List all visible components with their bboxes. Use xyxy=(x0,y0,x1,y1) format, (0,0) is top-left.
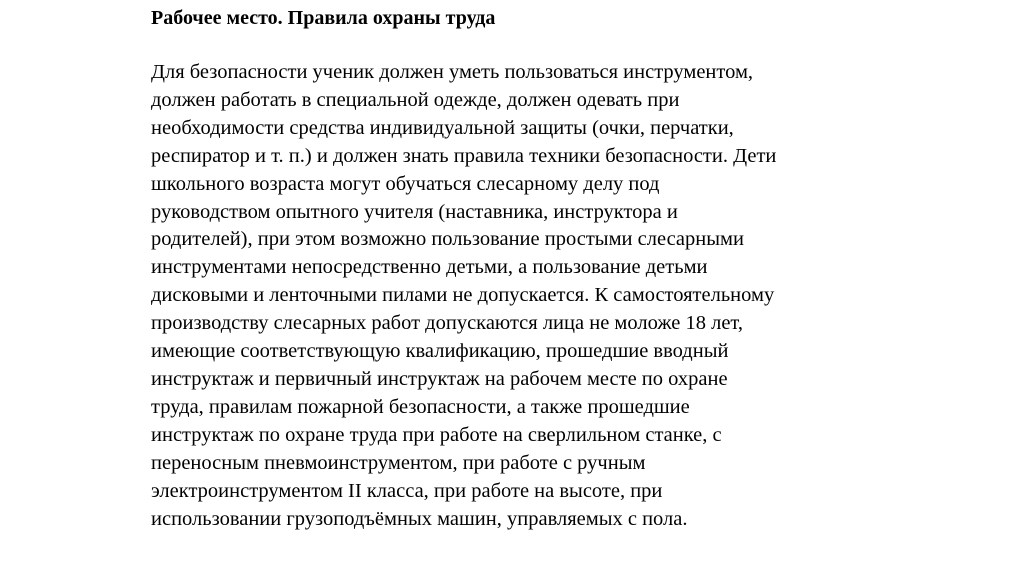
paragraph-line: имеющие соответствующую квалификацию, прошедшие вводный xyxy=(151,340,729,363)
paragraph-line: инструктаж по охране труда при работе на сверлильном станке, с xyxy=(151,423,722,446)
paragraph-line: дисковыми и ленточными пилами не допускается. К самостоятельному xyxy=(151,284,775,307)
paragraph-line: родителей), при этом возможно пользование простыми слесарными xyxy=(151,228,744,251)
paragraph-line: использовании грузоподъёмных машин, управляемых с пола. xyxy=(151,507,688,530)
paragraph-line: труда, правилам пожарной безопасности, а также прошедшие xyxy=(151,395,690,418)
paragraph-line: производству слесарных работ допускаются лица не моложе 18 лет, xyxy=(151,312,743,335)
paragraph-line: школьного возраста могут обучаться слесарному делу под xyxy=(151,172,660,195)
paragraph-line: Для безопасности ученик должен уметь пользоваться инструментом, xyxy=(151,61,754,83)
slide-title: Рабочее место. Правила охраны труда xyxy=(151,7,496,29)
body-paragraph xyxy=(151,59,891,533)
paragraph-line: руководством опытного учителя (наставника, инструктора и xyxy=(151,200,678,223)
paragraph-line: электроинструментом II класса, при работе на высоте, при xyxy=(151,479,663,502)
paragraph-line: переносным пневмоинструментом, при работе с ручным xyxy=(151,451,646,474)
paragraph-line: инструментами непосредственно детьми, а пользование детьми xyxy=(151,256,708,279)
paragraph-line: респиратор и т. п.) и должен знать правила техники безопасности. Дети xyxy=(151,144,777,167)
paragraph-line: необходимости средства индивидуальной защиты (очки, перчатки, xyxy=(151,116,734,139)
paragraph-line: инструктаж и первичный инструктаж на рабочем месте по охране xyxy=(151,367,728,390)
text-block xyxy=(151,4,891,533)
paragraph-line: должен работать в специальной одежде, должен одевать при xyxy=(151,88,680,111)
